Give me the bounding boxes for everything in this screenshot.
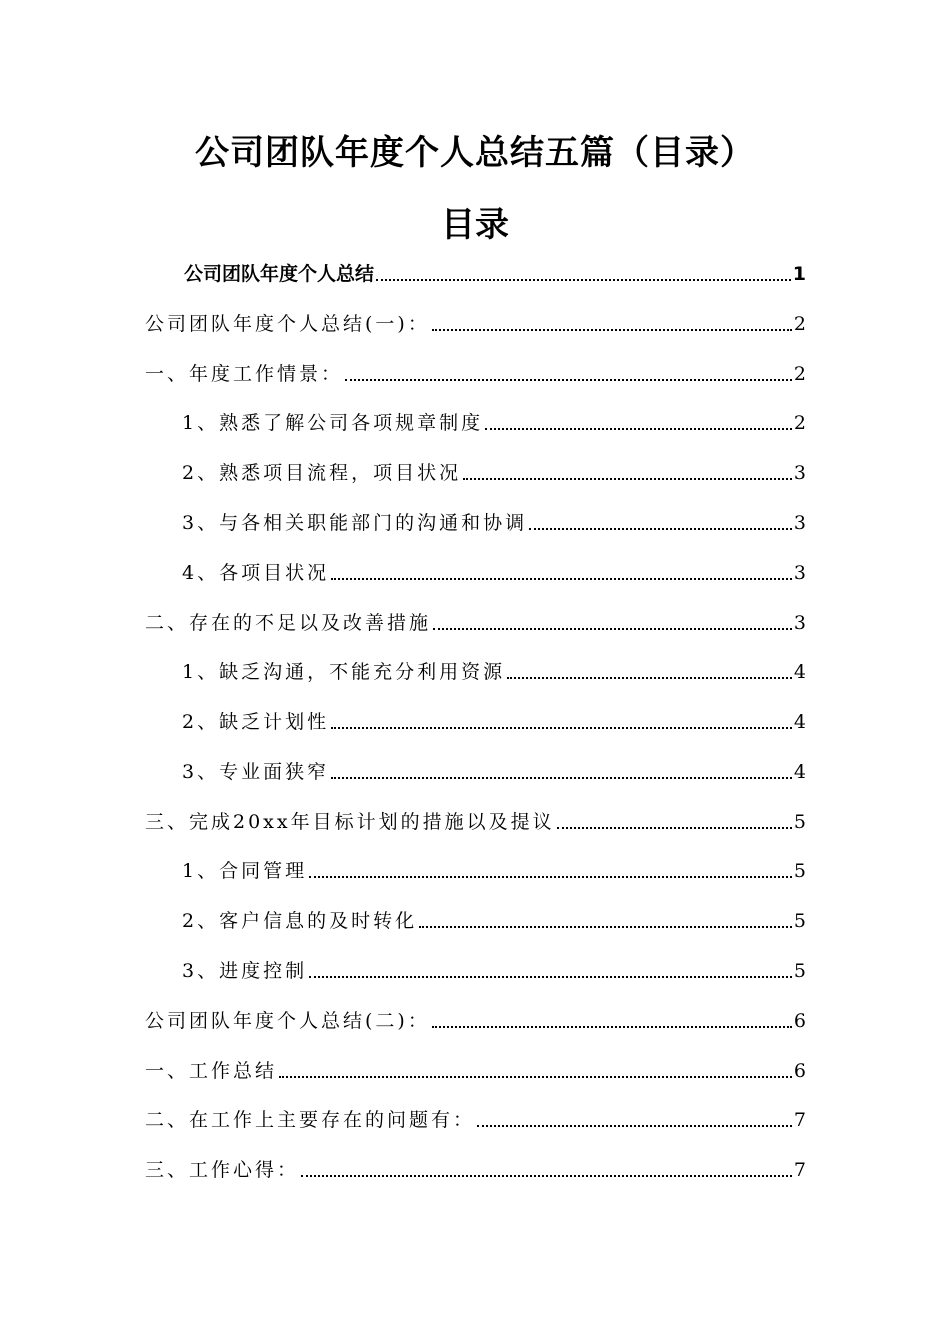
toc-page-number: 4 <box>793 661 806 683</box>
toc-leader-dots <box>376 278 791 281</box>
toc-leader-dots <box>331 726 792 729</box>
toc-entry-label: 1、熟悉了解公司各项规章制度 <box>182 412 484 434</box>
toc-page-number: 2 <box>793 313 806 335</box>
toc-entry-label: 二、在工作上主要存在的问题有： <box>145 1109 476 1131</box>
toc-leader-dots <box>477 1124 792 1127</box>
toc-entry[interactable] <box>182 453 806 487</box>
toc-page-number: 5 <box>793 960 806 982</box>
toc-entry[interactable] <box>145 603 806 637</box>
toc-page-number: 3 <box>793 562 806 584</box>
toc-leader-dots <box>279 1075 792 1078</box>
toc-entry-label: 3、与各相关职能部门的沟通和协调 <box>182 512 528 534</box>
toc-entry[interactable] <box>184 254 806 288</box>
toc-entry[interactable] <box>182 702 806 736</box>
toc-entry[interactable] <box>182 652 806 686</box>
toc-leader-dots <box>345 378 792 381</box>
toc-leader-dots <box>557 826 792 829</box>
toc-entry[interactable] <box>145 1001 806 1035</box>
toc-page-number: 5 <box>793 811 806 833</box>
toc-leader-dots <box>432 1025 792 1028</box>
toc-leader-dots <box>432 328 792 331</box>
toc-entry-label: 2、客户信息的及时转化 <box>182 910 418 932</box>
toc-leader-dots <box>485 427 792 430</box>
toc-page-number: 5 <box>793 860 806 882</box>
toc-entry[interactable] <box>182 851 806 885</box>
toc-entry-label: 1、缺乏沟通，不能充分利用资源 <box>182 661 506 683</box>
toc-page-number: 7 <box>793 1159 806 1181</box>
toc-entry[interactable] <box>145 1100 806 1134</box>
toc-entry-label: 4、各项目状况 <box>182 562 330 584</box>
toc-entry-label: 3、专业面狭窄 <box>182 761 330 783</box>
toc-page-number: 2 <box>793 412 806 434</box>
toc-entry[interactable] <box>182 403 806 437</box>
toc-entry[interactable] <box>145 304 806 338</box>
toc-entry-label: 3、进度控制 <box>182 960 308 982</box>
toc-page-number: 4 <box>793 761 806 783</box>
toc-page-number: 3 <box>793 462 806 484</box>
toc-leader-dots <box>331 776 792 779</box>
toc-page-number: 6 <box>793 1010 806 1032</box>
toc-page-number: 5 <box>793 910 806 932</box>
toc-leader-dots <box>419 925 792 928</box>
toc-entry[interactable] <box>145 1150 806 1184</box>
toc-page-number: 3 <box>793 512 806 534</box>
toc-leader-dots <box>301 1174 792 1177</box>
toc-leader-dots <box>529 527 792 530</box>
toc-page-number: 1 <box>792 263 806 285</box>
toc-entry-label: 一、工作总结 <box>145 1060 278 1082</box>
toc-entry-label: 三、完成20xx年目标计划的措施以及提议 <box>145 811 555 833</box>
toc-leader-dots <box>507 676 792 679</box>
toc-entry-label: 一、年度工作情景： <box>145 363 344 385</box>
toc-entry[interactable] <box>145 1051 806 1085</box>
toc-entry[interactable] <box>145 354 806 388</box>
toc-leader-dots <box>463 477 792 480</box>
toc-entry-label: 公司团队年度个人总结(一)： <box>145 313 430 335</box>
toc-page-number: 7 <box>793 1109 806 1131</box>
toc-entry-label: 2、熟悉项目流程，项目状况 <box>182 462 462 484</box>
toc-entry[interactable] <box>182 553 806 587</box>
toc-page-number: 3 <box>793 612 806 634</box>
toc-entry[interactable] <box>145 802 806 836</box>
toc-leader-dots <box>331 577 792 580</box>
toc-leader-dots <box>309 875 792 878</box>
toc-entry[interactable] <box>182 503 806 537</box>
toc-entry-label: 1、合同管理 <box>182 860 308 882</box>
toc-page-number: 4 <box>793 711 806 733</box>
toc-page-number: 6 <box>793 1060 806 1082</box>
toc-entry[interactable] <box>182 752 806 786</box>
toc-entry[interactable] <box>182 901 806 935</box>
toc-entry-label: 公司团队年度个人总结 <box>184 263 375 285</box>
toc-leader-dots <box>309 975 792 978</box>
toc-page-number: 2 <box>793 363 806 385</box>
toc-entry-label: 二、存在的不足以及改善措施 <box>145 612 432 634</box>
toc-entry[interactable] <box>182 951 806 985</box>
toc-entry-label: 2、缺乏计划性 <box>182 711 330 733</box>
document-title: 公司团队年度个人总结五篇（目录） <box>195 133 755 173</box>
toc-entry-label: 三、工作心得： <box>145 1159 300 1181</box>
toc-leader-dots <box>433 627 792 630</box>
toc-entry-label: 公司团队年度个人总结(二)： <box>145 1010 430 1032</box>
toc-heading: 目录 <box>441 205 509 245</box>
